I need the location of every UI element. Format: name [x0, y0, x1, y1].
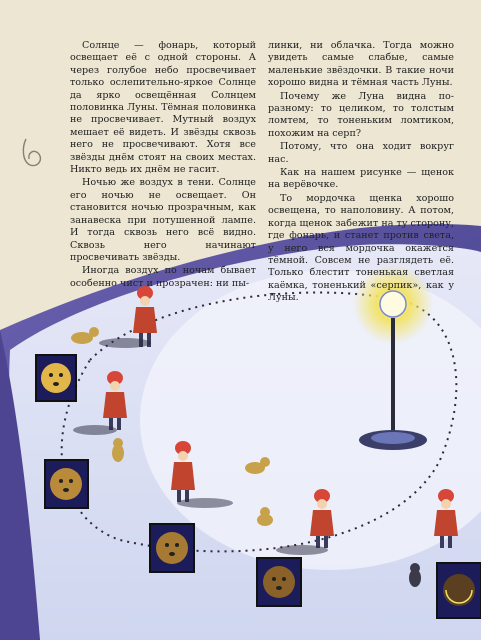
- paragraph: Потому, что она ходит вокруг нас.: [268, 141, 454, 165]
- paragraph: Солнце — фонарь, который освещает её с одной стороны. А через голубое небо просвечивает только ослепительно-яркое Солнце да ярко освещённая Солнцем половинка Луны. Тёмная половинка не просвечивает. Мутный воздух мешает её видеть. И звёзды сквозь него не просвечивают. Хотя все звёзды днём стоят на своих местах. Никто ведь их днём не гасит.: [70, 40, 256, 176]
- paragraph: Как на нашем рисунке — щенок на верёвочке.: [268, 167, 454, 191]
- text-column-left: [70, 40, 256, 291]
- paragraph: Иногда воздух по ночам бывает особенно чист и прозрачен: ни пы-: [70, 265, 256, 289]
- paragraph: То мордочка щенка хорошо освещена, то наполовину. А потом, когда щенок забежит на ту сторону, где фонарь, и станет против света, у него вся мордочка окажется тёмной. Совсем не разглядеть её. Только блестит тоненькая светлая каёмка, тоненький «серпик», как у Луны.: [268, 192, 454, 304]
- paragraph: Почему же Луна видна по-разному: то целиком, то толстым ломтем, то тоненьким ломтиком, похожим на серп?: [268, 90, 454, 139]
- puppy-portrait-icon: [437, 563, 481, 618]
- puppy-icon: [112, 438, 124, 462]
- paragraph: линки, ни облачка. Тогда можно увидеть самые слабые, самые маленькие звёздочки. В такие ночи хорошо видна и тёмная часть Луны.: [268, 40, 454, 89]
- puppy-icon: [409, 563, 421, 587]
- pencil-mark-icon: [20, 135, 48, 171]
- puppy-portrait-icon: [45, 460, 88, 508]
- puppy-portrait-icon: [257, 558, 301, 606]
- text-column-right: [268, 40, 454, 306]
- paragraph: Ночью же воздух в тени. Солнце его ночью не освещает. Он становится ночью прозрачным, как занавеска при потушенной лампе. И тогда сквозь него всё видно. Сквозь него начинают просвечивать звёзды.: [70, 177, 256, 263]
- puppy-portrait-icon: [150, 524, 194, 572]
- puppy-portrait-icon: [36, 355, 76, 401]
